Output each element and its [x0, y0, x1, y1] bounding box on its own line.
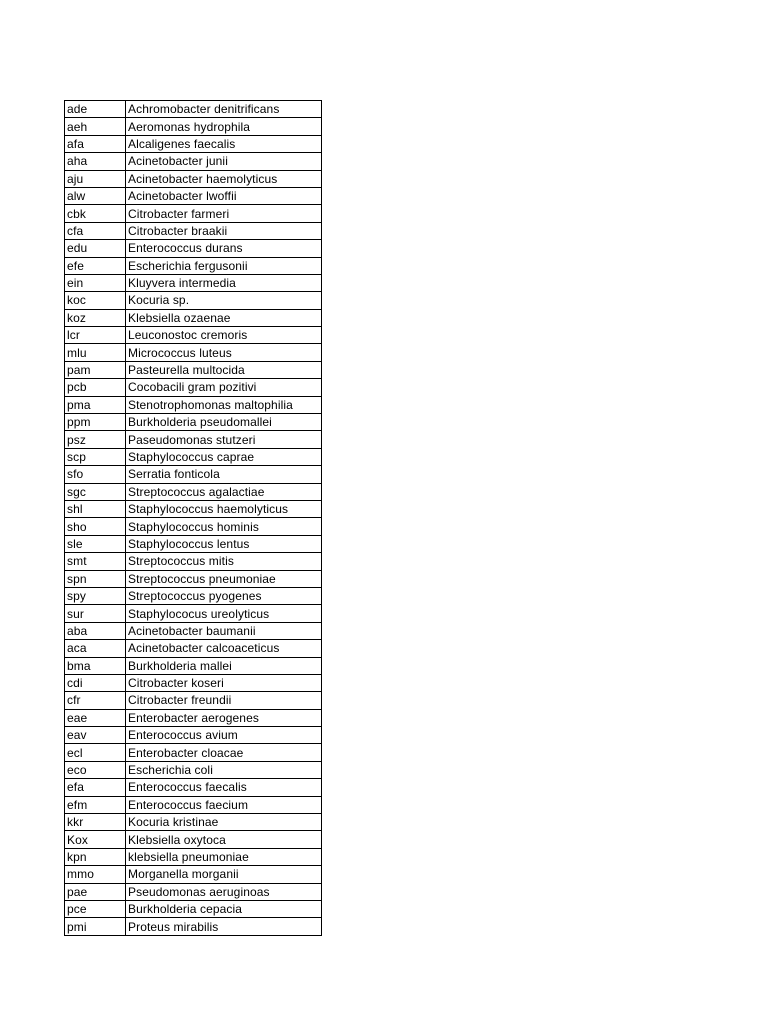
organism-name-cell: Leuconostoc cremoris — [126, 327, 322, 344]
table-row — [65, 170, 322, 187]
organism-code-cell: aca — [65, 640, 126, 657]
table-row — [65, 883, 322, 900]
organism-code-cell: psz — [65, 431, 126, 448]
organism-code-cell: sho — [65, 518, 126, 535]
organism-name-cell: Acinetobacter junii — [126, 153, 322, 170]
table-row — [65, 292, 322, 309]
organism-name-cell: Escherichia fergusonii — [126, 257, 322, 274]
organism-code-cell: aha — [65, 153, 126, 170]
organism-name-cell: Kocuria kristinae — [126, 814, 322, 831]
organism-code-cell: efa — [65, 779, 126, 796]
table-row — [65, 240, 322, 257]
organism-name-cell: Citrobacter braakii — [126, 222, 322, 239]
organism-name-cell: Streptococcus mitis — [126, 553, 322, 570]
table-row — [65, 518, 322, 535]
organism-name-cell: Burkholderia cepacia — [126, 900, 322, 917]
organism-code-cell: pcb — [65, 379, 126, 396]
table-row — [65, 744, 322, 761]
table-row — [65, 900, 322, 917]
organism-code-cell: efm — [65, 796, 126, 813]
organism-code-cell: cfa — [65, 222, 126, 239]
organism-name-cell: Enterococcus avium — [126, 727, 322, 744]
organism-code-cell: koc — [65, 292, 126, 309]
table-row — [65, 414, 322, 431]
organism-name-cell: Enterococcus faecium — [126, 796, 322, 813]
organism-name-cell: Alcaligenes faecalis — [126, 135, 322, 152]
table-row — [65, 553, 322, 570]
organism-name-cell: Enterococcus durans — [126, 240, 322, 257]
organism-name-cell: Staphylococcus lentus — [126, 535, 322, 552]
organism-name-cell: Streptococcus pneumoniae — [126, 570, 322, 587]
table-row — [65, 483, 322, 500]
organism-code-cell: bma — [65, 657, 126, 674]
table-row — [65, 831, 322, 848]
table-row — [65, 118, 322, 135]
organism-name-cell: Staphylococus ureolyticus — [126, 605, 322, 622]
organism-code-cell: eco — [65, 761, 126, 778]
organism-name-cell: Staphylococcus haemolyticus — [126, 500, 322, 517]
organism-name-cell: Kluyvera intermedia — [126, 274, 322, 291]
organism-code-cell: spn — [65, 570, 126, 587]
table-row — [65, 344, 322, 361]
organism-name-cell: Paseudomonas stutzeri — [126, 431, 322, 448]
organism-name-cell: Staphylococcus hominis — [126, 518, 322, 535]
organism-code-cell: kkr — [65, 814, 126, 831]
organism-name-cell: Acinetobacter calcoaceticus — [126, 640, 322, 657]
organism-name-cell: Escherichia coli — [126, 761, 322, 778]
table-row — [65, 327, 322, 344]
organism-code-cell: scp — [65, 448, 126, 465]
organism-code-cell: cfr — [65, 692, 126, 709]
table-row — [65, 309, 322, 326]
organism-code-cell: ppm — [65, 414, 126, 431]
organism-code-cell: eav — [65, 727, 126, 744]
table-row — [65, 866, 322, 883]
table-row — [65, 187, 322, 204]
organism-name-cell: Pseudomonas aeruginoas — [126, 883, 322, 900]
organism-code-cell: eae — [65, 709, 126, 726]
organism-name-cell: Staphylococcus caprae — [126, 448, 322, 465]
organism-code-cell: sle — [65, 535, 126, 552]
table-row — [65, 727, 322, 744]
table-row — [65, 257, 322, 274]
organism-name-cell: Aeromonas hydrophila — [126, 118, 322, 135]
table-row — [65, 674, 322, 691]
table-row — [65, 379, 322, 396]
organism-name-cell: Kocuria sp. — [126, 292, 322, 309]
table-row — [65, 361, 322, 378]
table-row — [65, 274, 322, 291]
organism-name-cell: Morganella morganii — [126, 866, 322, 883]
organism-name-cell: Acinetobacter baumanii — [126, 622, 322, 639]
table-row — [65, 101, 322, 118]
organism-code-cell: efe — [65, 257, 126, 274]
organism-name-cell: Micrococcus luteus — [126, 344, 322, 361]
table-row — [65, 640, 322, 657]
table-row — [65, 153, 322, 170]
organism-name-cell: Achromobacter denitrificans — [126, 101, 322, 118]
organism-code-cell: afa — [65, 135, 126, 152]
table-row — [65, 622, 322, 639]
organism-code-cell: smt — [65, 553, 126, 570]
organism-code-cell: aeh — [65, 118, 126, 135]
table-row — [65, 761, 322, 778]
organism-name-cell: Citrobacter koseri — [126, 674, 322, 691]
table-row — [65, 500, 322, 517]
table-row — [65, 222, 322, 239]
organism-name-cell: klebsiella pneumoniae — [126, 848, 322, 865]
organism-code-cell: pae — [65, 883, 126, 900]
table-row — [65, 918, 322, 935]
table-row — [65, 657, 322, 674]
table-row — [65, 431, 322, 448]
organism-name-cell: Pasteurella multocida — [126, 361, 322, 378]
organism-name-cell: Acinetobacter lwoffii — [126, 187, 322, 204]
table-row — [65, 709, 322, 726]
organism-name-cell: Streptococcus pyogenes — [126, 587, 322, 604]
organism-name-cell: Citrobacter farmeri — [126, 205, 322, 222]
organism-code-cell: ein — [65, 274, 126, 291]
organism-code-cell: mlu — [65, 344, 126, 361]
organism-name-cell: Enterobacter aerogenes — [126, 709, 322, 726]
table-row — [65, 692, 322, 709]
organism-code-cell: ecl — [65, 744, 126, 761]
organism-code-cell: aba — [65, 622, 126, 639]
organism-name-cell: Enterobacter cloacae — [126, 744, 322, 761]
organism-name-cell: Burkholderia mallei — [126, 657, 322, 674]
table-row — [65, 605, 322, 622]
organism-code-cell: koz — [65, 309, 126, 326]
organism-code-cell: pmi — [65, 918, 126, 935]
organism-code-cell: ade — [65, 101, 126, 118]
organism-code-cell: aju — [65, 170, 126, 187]
table-row — [65, 796, 322, 813]
organism-name-cell: Citrobacter freundii — [126, 692, 322, 709]
table-row — [65, 814, 322, 831]
organism-name-cell: Enterococcus faecalis — [126, 779, 322, 796]
table-row — [65, 779, 322, 796]
organism-code-cell: pma — [65, 396, 126, 413]
table-row — [65, 396, 322, 413]
organism-code-cell: shl — [65, 500, 126, 517]
table-row — [65, 205, 322, 222]
organism-code-cell: sur — [65, 605, 126, 622]
organism-name-cell: Streptococcus agalactiae — [126, 483, 322, 500]
organism-code-cell: sgc — [65, 483, 126, 500]
organism-name-cell: Klebsiella ozaenae — [126, 309, 322, 326]
organism-code-cell: pam — [65, 361, 126, 378]
organism-name-cell: Cocobacili gram pozitivi — [126, 379, 322, 396]
organism-code-cell: pce — [65, 900, 126, 917]
organism-name-cell: Serratia fonticola — [126, 466, 322, 483]
table-row — [65, 466, 322, 483]
organism-code-cell: sfo — [65, 466, 126, 483]
organism-code-cell: lcr — [65, 327, 126, 344]
organism-code-cell: cbk — [65, 205, 126, 222]
table-row — [65, 848, 322, 865]
table-row — [65, 587, 322, 604]
organism-code-cell: alw — [65, 187, 126, 204]
table-row — [65, 448, 322, 465]
organism-name-cell: Klebsiella oxytoca — [126, 831, 322, 848]
table-row — [65, 570, 322, 587]
organism-code-cell: mmo — [65, 866, 126, 883]
organism-code-cell: kpn — [65, 848, 126, 865]
organism-name-cell: Acinetobacter haemolyticus — [126, 170, 322, 187]
table-row — [65, 535, 322, 552]
organism-code-cell: cdi — [65, 674, 126, 691]
organism-table — [64, 100, 322, 936]
organism-code-cell: Kox — [65, 831, 126, 848]
table-body — [65, 101, 322, 936]
organism-name-cell: Burkholderia pseudomallei — [126, 414, 322, 431]
organism-code-cell: edu — [65, 240, 126, 257]
table-row — [65, 135, 322, 152]
organism-name-cell: Proteus mirabilis — [126, 918, 322, 935]
organism-name-cell: Stenotrophomonas maltophilia — [126, 396, 322, 413]
organism-code-cell: spy — [65, 587, 126, 604]
